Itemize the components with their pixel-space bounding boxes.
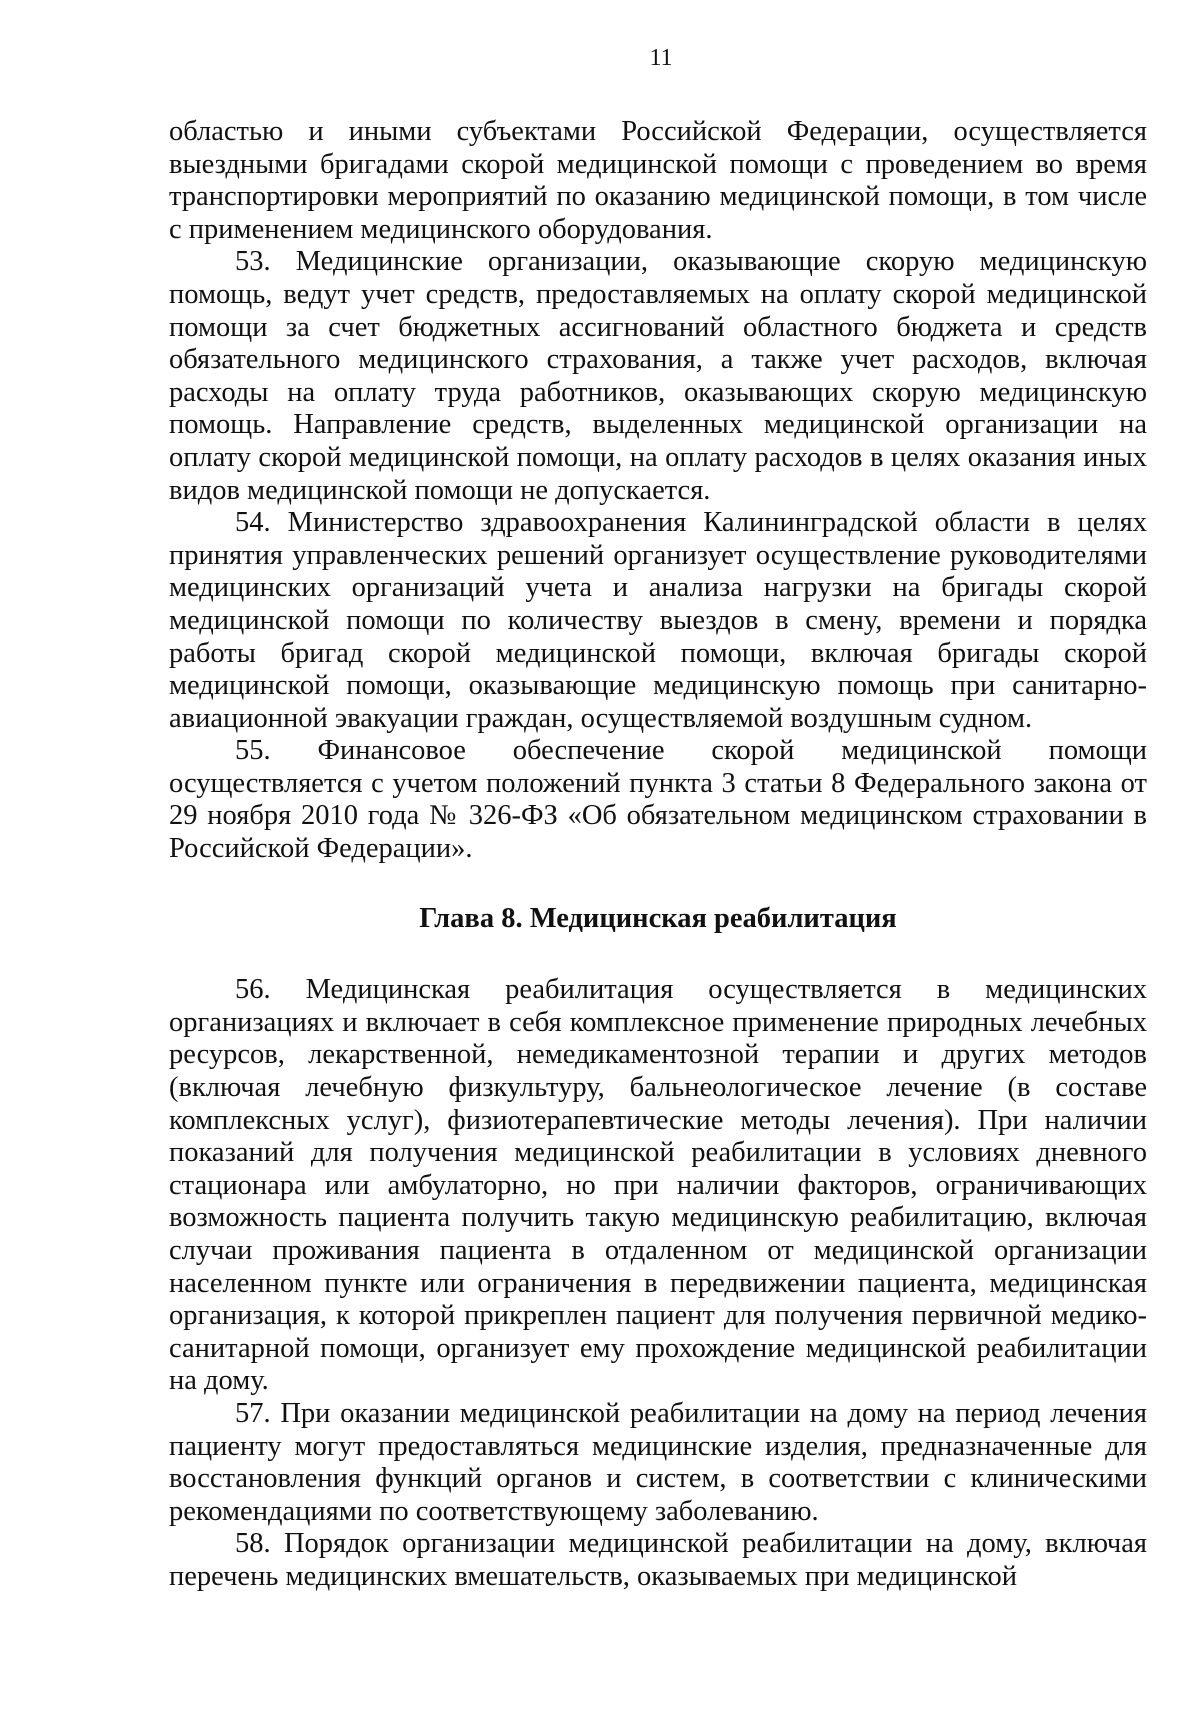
paragraph-number: 56. (235, 974, 271, 1006)
page-number: 11 (649, 45, 673, 71)
paragraph-continuation (169, 116, 1147, 246)
paragraph-text: Медицинские организации, оказывающие скорую медицинскую помощь, ведут учет средств, предоставляемых на оплату скорой медицинской помощи за счет бюджетных ассигнований областного бюджета и средств обязательного медицинского страхования, а также учет расходов, включая расходы на оплату труда работников, оказывающих скорую медицинскую помощь. Направление средств, выделенных медицинской организации на оплату скорой медицинской помощи, на оплату расходов в целях оказания иных видов медицинской помощи не допускается. (169, 246, 1147, 506)
paragraph-57 (169, 1398, 1147, 1528)
chapter-heading: Глава 8. Медицинская реабилитация (419, 902, 897, 934)
paragraph-58 (169, 1528, 1147, 1593)
document-body (169, 116, 1147, 1594)
paragraph-number: 54. (235, 507, 271, 539)
paragraph-55 (169, 735, 1147, 865)
paragraph-text: Министерство здравоохранения Калининградской области в целях принятия управленческих решений организует осуществление руководителями медицинских организаций учета и анализа нагрузки на бригады скорой медицинской помощи по количеству выездов в смену, времени и порядка работы бригад скорой медицинской помощи, включая бригады скорой медицинской помощи, оказывающие медицинскую помощь при санитарно-авиационной эвакуации граждан, осуществляемой воздушным судном. (169, 507, 1147, 734)
paragraph-text: При оказании медицинской реабилитации на дому на период лечения пациенту могут предоставляться медицинские изделия, предназначенные для восстановления функций органов и систем, в соответствии с клиническими рекомендациями по соответствующему заболеванию. (169, 1397, 1148, 1527)
paragraph-number: 53. (235, 246, 271, 278)
paragraph-number: 58. (235, 1528, 271, 1560)
paragraph-56 (169, 974, 1147, 1398)
paragraph-text: Финансовое обеспечение скорой медицинской помощи осуществляется с учетом положений пункта 3 статьи 8 Федерального закона от 29 ноября 2010 года № 326-ФЗ «Об обязательном медицинском страховании в Российской Федерации». (169, 735, 1148, 865)
paragraph-53 (169, 246, 1147, 507)
paragraph-number: 55. (235, 735, 271, 767)
paragraph-54 (169, 507, 1147, 735)
paragraph-text: Порядок организации медицинской реабилитации на дому, включая перечень медицинских вмешательств, оказываемых при медицинской (169, 1528, 1147, 1592)
paragraph-text: Медицинская реабилитация осуществляется в медицинских организациях и включает в себя комплексное применение природных лечебных ресурсов, лекарственной, немедикаментозной терапии и других методов (включая лечебную физкультуру, бальнеологическое лечение (в составе комплексных услуг), физиотерапевтические методы лечения). При наличии показаний для получения медицинской реабилитации в условиях дневного стационара или амбулаторно, но при наличии факторов, ограничивающих возможность пациента получить такую медицинскую реабилитацию, включая случаи проживания пациента в отдаленном от медицинской организации населенном пункте или ограничения в передвижении пациента, медицинская организация, к которой прикреплен пациент для получения первичной медико-санитарной помощи, организует ему прохождение медицинской реабилитации на дому. (169, 974, 1147, 1397)
paragraph-text: областью и иными субъектами Российской Федерации, осуществляется выездными бригадами скорой медицинской помощи с проведением во время транспортировки мероприятий по оказанию медицинской помощи, в том числе с применением медицинского оборудования. (169, 116, 1147, 245)
paragraph-number: 57. (235, 1397, 271, 1429)
